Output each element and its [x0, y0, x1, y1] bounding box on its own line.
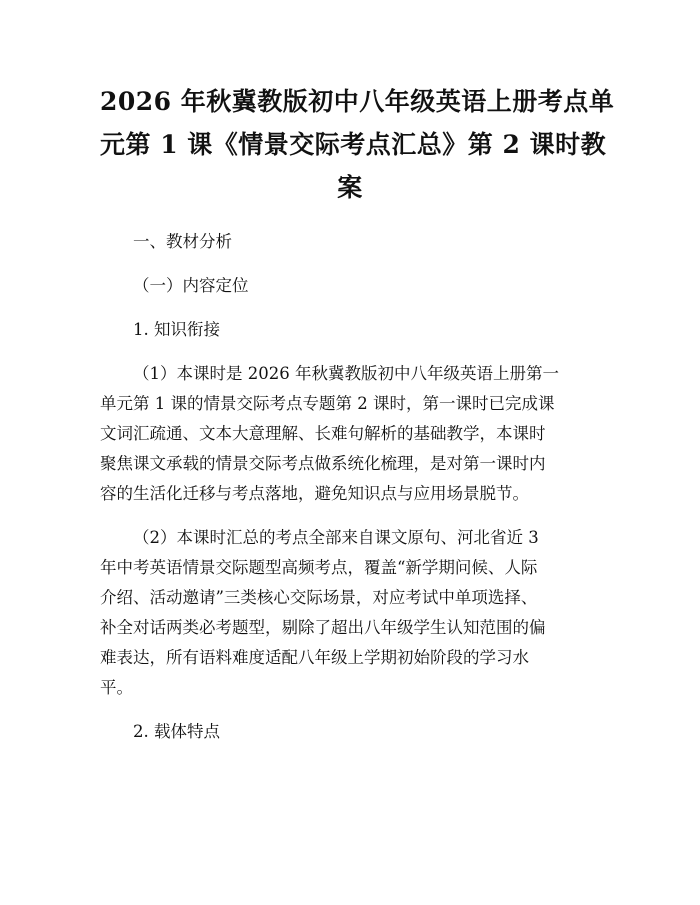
paragraph-2 — [100, 523, 600, 703]
paragraph-line: 补全对话两类必考题型，剔除了超出八年级学生认知范围的偏 — [100, 618, 546, 637]
subsection-heading-1: （一）内容定位 — [133, 276, 249, 295]
paragraph-line: 年中考英语情景交际题型高频考点，覆盖“新学期问候、人际 — [100, 558, 538, 577]
title-line: 案 — [337, 173, 363, 202]
paragraph-line: 单元第 1 课的情景交际考点专题第 2 课时，第一课时已完成课 — [100, 394, 555, 413]
paragraph-line: 聚焦课文承载的情景交际考点做系统化梳理，是对第一课时内 — [100, 454, 546, 473]
title-line: 元第 1 课《情景交际考点汇总》第 2 课时教 — [100, 130, 607, 159]
document-title — [100, 80, 615, 209]
item-heading-1: 1. 知识衔接 — [133, 320, 220, 339]
paragraph-line: 难表达，所有语料难度适配八年级上学期初始阶段的学习水 — [100, 648, 529, 667]
title-line: 2026 年秋冀教版初中八年级英语上册考点单 — [100, 87, 615, 116]
item-heading-2: 2. 载体特点 — [133, 722, 220, 741]
paragraph-line: 介绍、活动邀请”三类核心交际场景，对应考试中单项选择、 — [100, 588, 538, 607]
section-heading-1: 一、教材分析 — [133, 232, 232, 251]
paragraph-1 — [100, 359, 600, 509]
paragraph-line: 容的生活化迁移与考点落地，避免知识点与应用场景脱节。 — [100, 484, 529, 503]
document-body — [100, 227, 600, 747]
paragraph-line: （2）本课时汇总的考点全部来自课文原句、河北省近 3 — [133, 528, 539, 547]
paragraph-line: 文词汇疏通、文本大意理解、长难句解析的基础教学，本课时 — [100, 424, 546, 443]
paragraph-line: 平。 — [100, 678, 133, 697]
paragraph-line: （1）本课时是 2026 年秋冀教版初中八年级英语上册第一 — [133, 364, 559, 383]
